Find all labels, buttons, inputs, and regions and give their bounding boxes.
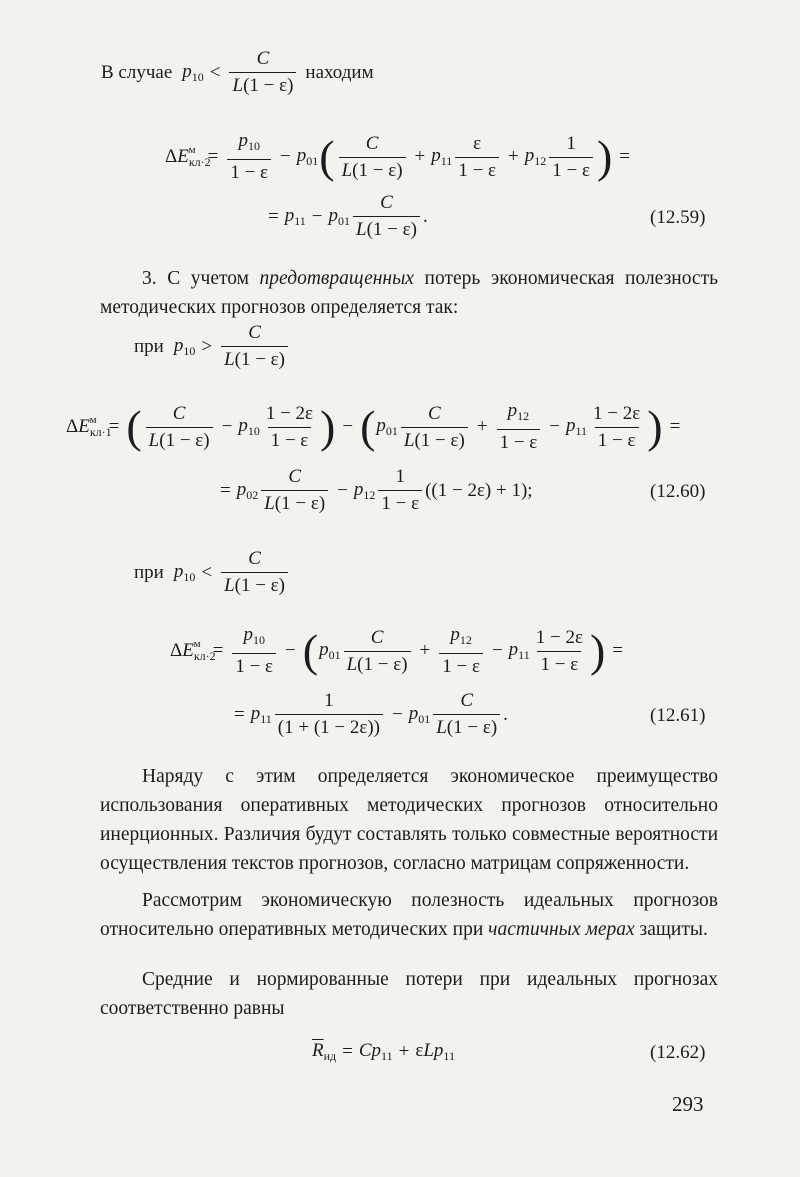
emphasis-text: частичных мерах <box>488 919 635 940</box>
item-3-paragraph: 3. С учетом предотвращенных потерь экономическая полезность методических прогнозов определяется так: <box>100 268 719 318</box>
case-condition-lt: В случае $p_{10}$ < $\frac{C}{L(1 - \varepsilon)}$ находим <box>101 48 374 96</box>
equation-number: (12.59) <box>650 207 706 228</box>
body-paragraph: Рассмотрим экономическую полезность идеальных прогнозов относительно оперативных методических при частичных мерах защиты. <box>100 890 718 940</box>
case-condition-gt: при $p_{10}$ > $\frac{C}{L(1 - \varepsilon)}$ <box>134 322 291 371</box>
emphasis-text: предотвращенных <box>259 268 414 289</box>
equation-number: (12.62) <box>650 1042 706 1063</box>
case-condition-lt-2: при $p_{10}$ < $\frac{C}{L(1 - \varepsilon)}$ <box>134 548 291 597</box>
case-suffix: находим <box>305 61 374 83</box>
body-paragraph: Средние и нормированные потери при идеальных прогнозах соответственно равны <box>100 969 718 1019</box>
equation-r-ideal: $\overline{R}_{ид}$ = $Cp_{11}$ + εLp$_{11}$ <box>312 1040 455 1063</box>
equation-number: (12.61) <box>650 705 706 726</box>
equation-delta-e-kl2: $\Delta E_{кл\cdot 2}^м$ = $\frac{p_{10}}{1 - \varepsilon}$ − $p_{01}$ ( $\frac{C}{L(1 - \varepsilon)}$ + $p_{11}$ $\frac{\varepsilon}{1 - \varepsilon}$ + $p_{12}$ $\frac{1}{1 - \varepsilon}$ ) = <box>165 130 630 183</box>
equation-delta-e-kl1-result: = $p_{02}$ $\frac{C}{L(1 - \varepsilon)}$ − $p_{12}$ $\frac{1}{1 - \varepsilon}$ ((1 − 2ε) + 1); <box>220 466 533 514</box>
equation-delta-e-kl2-result: = $p_{11}$ − $p_{01}$ $\frac{C}{L(1 - \varepsilon)}$ . <box>268 192 428 240</box>
page-number: 293 <box>672 1092 704 1116</box>
equation-delta-e-kl2-partial-result: = $p_{11}$ $\frac{1}{(1 + (1 - 2\varepsilon))}$ − $p_{01}$ $\frac{C}{L(1 - \varepsilon)}$ . <box>234 690 508 738</box>
equation-delta-e-kl1: $\Delta E_{кл\cdot 1}^м$ = ( $\frac{C}{L(1 - \varepsilon)}$ − $p_{10}$ $\frac{1 - 2\varepsilon}{1 - \varepsilon}$ ) − ( $p_{01}$ $\frac{C}{L(1 - \varepsilon)}$ + $\frac{p_{12}}{1 - \varepsilon}$ − $p_{11}$ $\frac{1 - 2\varepsilon}{1 - \varepsilon}$ ) = <box>66 400 681 453</box>
equation-delta-e-kl2-partial: $\Delta E_{кл\cdot 2}^м$ = $\frac{p_{10}}{1 - \varepsilon}$ − ( $p_{01}$ $\frac{C}{L(1 - \varepsilon)}$ + $\frac{p_{12}}{1 - \varepsilon}$ − $p_{11}$ $\frac{1 - 2\varepsilon}{1 - \varepsilon}$ ) = <box>170 624 623 677</box>
case-prefix: при <box>134 561 164 583</box>
case-prefix: В случае <box>101 61 173 83</box>
case-prefix: при <box>134 335 164 357</box>
body-paragraph: Наряду с этим определяется экономическое преимущество использования оперативных методических прогнозов относительно инерционных. Различия будут составлять только совместные вероятности осуществления текстов прогнозов, согласно матрицам сопряженности. <box>100 766 718 874</box>
equation-number: (12.60) <box>650 481 706 502</box>
